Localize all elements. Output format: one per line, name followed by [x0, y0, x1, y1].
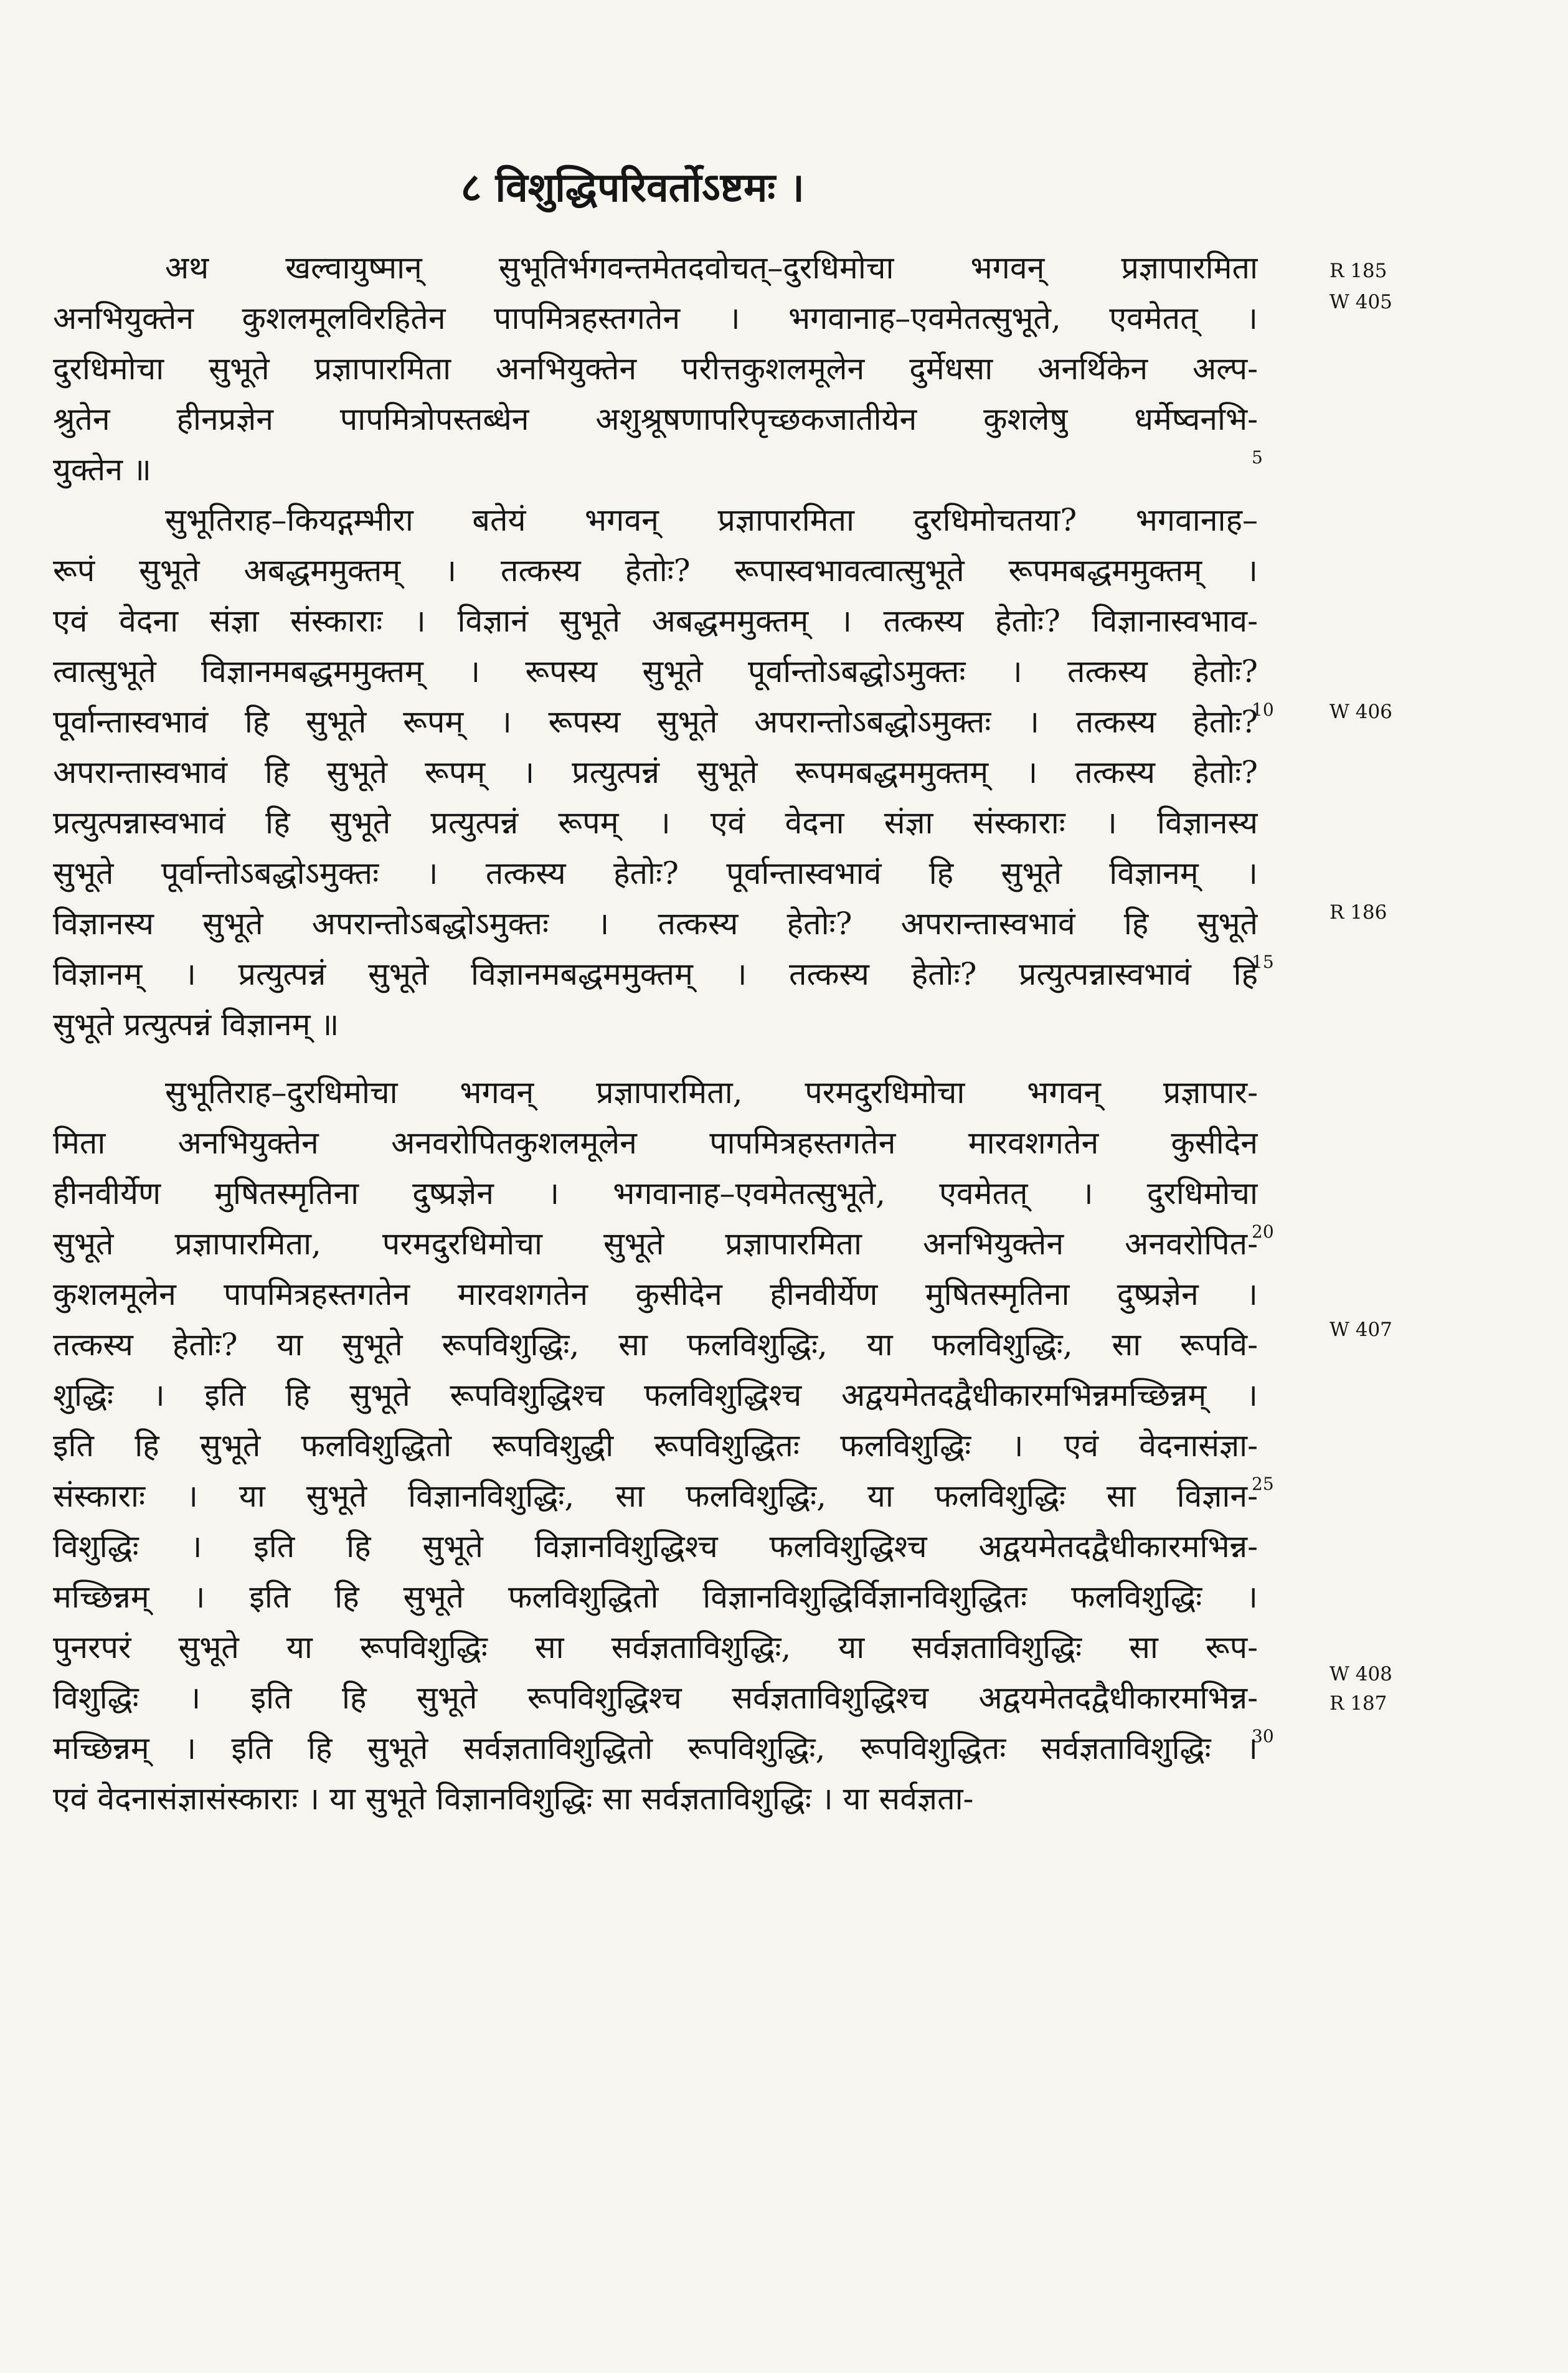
line-number: 5 [1252, 447, 1263, 468]
margin-reference: W 405 [1329, 291, 1392, 313]
text-line: सुभूते प्रज्ञापारमिता, परमदुरधिमोचा सुभूते प्रज्ञापारमिता अनभियुक्तेन अनवरोपित- [53, 1226, 1258, 1262]
text-line: सुभूते पूर्वान्तोऽबद्धोऽमुक्तः । तत्कस्य हेतोः? पूर्वान्तास्वभावं हि सुभूते विज्ञानम् । [53, 855, 1258, 891]
text-line: मच्छिन्नम् । इति हि सुभूते सर्वज्ञताविशुद्धितो रूपविशुद्धिः, रूपविशुद्धितः सर्वज्ञताविशुद्धिः । [53, 1730, 1258, 1766]
text-line: पुनरपरं सुभूते या रूपविशुद्धिः सा सर्वज्ञताविशुद्धिः, या सर्वज्ञताविशुद्धिः सा रूप- [53, 1629, 1258, 1665]
text-line: सुभूतिराह–दुरधिमोचा भगवन् प्रज्ञापारमिता, परमदुरधिमोचा भगवन् प्रज्ञापार- [165, 1074, 1258, 1111]
text-line: कुशलमूलेन पापमित्रहस्तगतेन मारवशगतेन कुसीदेन हीनवीर्येण मुषितस्मृतिना दुष्प्रज्ञेन । [53, 1276, 1258, 1312]
text-line: रूपं सुभूते अबद्धममुक्तम् । तत्कस्य हेतोः? रूपास्वभावत्वात्सुभूते रूपमबद्धममुक्तम् । [53, 552, 1258, 589]
text-line: एवं वेदना संज्ञा संस्काराः । विज्ञानं सुभूते अबद्धममुक्तम् । तत्कस्य हेतोः? विज्ञानास्वभाव- [53, 603, 1258, 639]
margin-reference: R 186 [1329, 901, 1387, 924]
text-line: विशुद्धिः । इति हि सुभूते रूपविशुद्धिश्च सर्वज्ञताविशुद्धिश्च अद्वयमेतदद्वैधीकारमभिन्न- [53, 1680, 1258, 1716]
text-line: त्वात्सुभूते विज्ञानमबद्धममुक्तम् । रूपस्य सुभूते पूर्वान्तोऽबद्धोऽमुक्तः । तत्कस्य हेतोः? [53, 653, 1258, 689]
line-number: 20 [1252, 1221, 1274, 1242]
margin-reference: W 408 [1329, 1663, 1392, 1685]
line-number: 25 [1252, 1474, 1274, 1494]
text-line: युक्तेन ॥ [53, 452, 151, 488]
text-line: अपरान्तास्वभावं हि सुभूते रूपम् । प्रत्युत्पन्नं सुभूते रूपमबद्धममुक्तम् । तत्कस्य हेतोः? [53, 754, 1258, 790]
body-text [53, 243, 1258, 1824]
text-line: शुद्धिः । इति हि सुभूते रूपविशुद्धिश्च फलविशुद्धिश्च अद्वयमेतदद्वैधीकारमभिन्नमच्छिन्नम् । [53, 1377, 1258, 1413]
line-number: 30 [1252, 1726, 1274, 1746]
text-line: विज्ञानस्य सुभूते अपरान्तोऽबद्धोऽमुक्तः । तत्कस्य हेतोः? अपरान्तास्वभावं हि सुभूते [53, 906, 1258, 942]
margin-reference: W 407 [1329, 1319, 1392, 1341]
text-line: पूर्वान्तास्वभावं हि सुभूते रूपम् । रूपस्य सुभूते अपरान्तोऽबद्धोऽमुक्तः । तत्कस्य हेतोः? [53, 704, 1258, 740]
text-line: संस्काराः । या सुभूते विज्ञानविशुद्धिः, सा फलविशुद्धिः, या फलविशुद्धिः सा विज्ञान- [53, 1478, 1258, 1514]
margin-reference: W 406 [1329, 701, 1392, 723]
line-number: 10 [1252, 699, 1274, 720]
text-line: मिता अनभियुक्तेन अनवरोपितकुशलमूलेन पापमित्रहस्तगतेन मारवशगतेन कुसीदेन [53, 1125, 1258, 1161]
text-line: हीनवीर्येण मुषितस्मृतिना दुष्प्रज्ञेन । भगवानाह–एवमेतत्सुभूते, एवमेतत् । दुरधिमोचा [53, 1175, 1258, 1211]
text-line: तत्कस्य हेतोः? या सुभूते रूपविशुद्धिः, सा फलविशुद्धिः, या फलविशुद्धिः, सा रूपवि- [53, 1327, 1258, 1363]
text-line: दुरधिमोचा सुभूते प्रज्ञापारमिता अनभियुक्तेन परीत्तकुशलमूलेन दुर्मेधसा अनर्थिकेन अल्प- [53, 351, 1258, 387]
text-line: प्रत्युत्पन्नास्वभावं हि सुभूते प्रत्युत्पन्नं रूपम् । एवं वेदना संज्ञा संस्काराः । विज्ञानस्य [53, 805, 1258, 841]
margin-reference: R 185 [1329, 260, 1387, 282]
line-number: 15 [1252, 952, 1274, 972]
text-line: सुभूते प्रत्युत्पन्नं विज्ञानम् ॥ [53, 1007, 339, 1043]
text-line: श्रुतेन हीनप्रज्ञेन पापमित्रोपस्तब्धेन अशुश्रूषणापरिपृच्छकजातीयेन कुशलेषु धर्मेष्वनभि- [53, 401, 1258, 437]
margin-reference: R 187 [1329, 1692, 1387, 1715]
text-line: अथ खल्वायुष्मान् सुभूतिर्भगवन्तमेतदवोचत्–दुरधिमोचा भगवन् प्रज्ञापारमिता [165, 250, 1258, 286]
text-line: सुभूतिराह–कियद्गम्भीरा बतेयं भगवन् प्रज्ञापारमिता दुरधिमोचतया? भगवानाह– [165, 502, 1258, 538]
chapter-title: ८ विशुद्धिपरिवर्तोऽष्टमः । [461, 164, 805, 211]
text-line: इति हि सुभूते फलविशुद्धितो रूपविशुद्धी रूपविशुद्धितः फलविशुद्धिः । एवं वेदनासंज्ञा- [53, 1428, 1258, 1464]
text-line: अनभियुक्तेन कुशलमूलविरहितेन पापमित्रहस्तगतेन । भगवानाह–एवमेतत्सुभूते, एवमेतत् । [53, 300, 1258, 336]
text-line: विशुद्धिः । इति हि सुभूते विज्ञानविशुद्धिश्च फलविशुद्धिश्च अद्वयमेतदद्वैधीकारमभिन्न- [53, 1528, 1258, 1565]
text-line: मच्छिन्नम् । इति हि सुभूते फलविशुद्धितो विज्ञानविशुद्धिर्विज्ञानविशुद्धितः फलविशुद्धिः । [53, 1579, 1258, 1615]
text-line: विज्ञानम् । प्रत्युत्पन्नं सुभूते विज्ञानमबद्धममुक्तम् । तत्कस्य हेतोः? प्रत्युत्पन्नास्वभावं हि [53, 956, 1258, 992]
text-line: एवं वेदनासंज्ञासंस्काराः । या सुभूते विज्ञानविशुद्धिः सा सर्वज्ञताविशुद्धिः । या सर्वज्ञता- [53, 1781, 974, 1817]
